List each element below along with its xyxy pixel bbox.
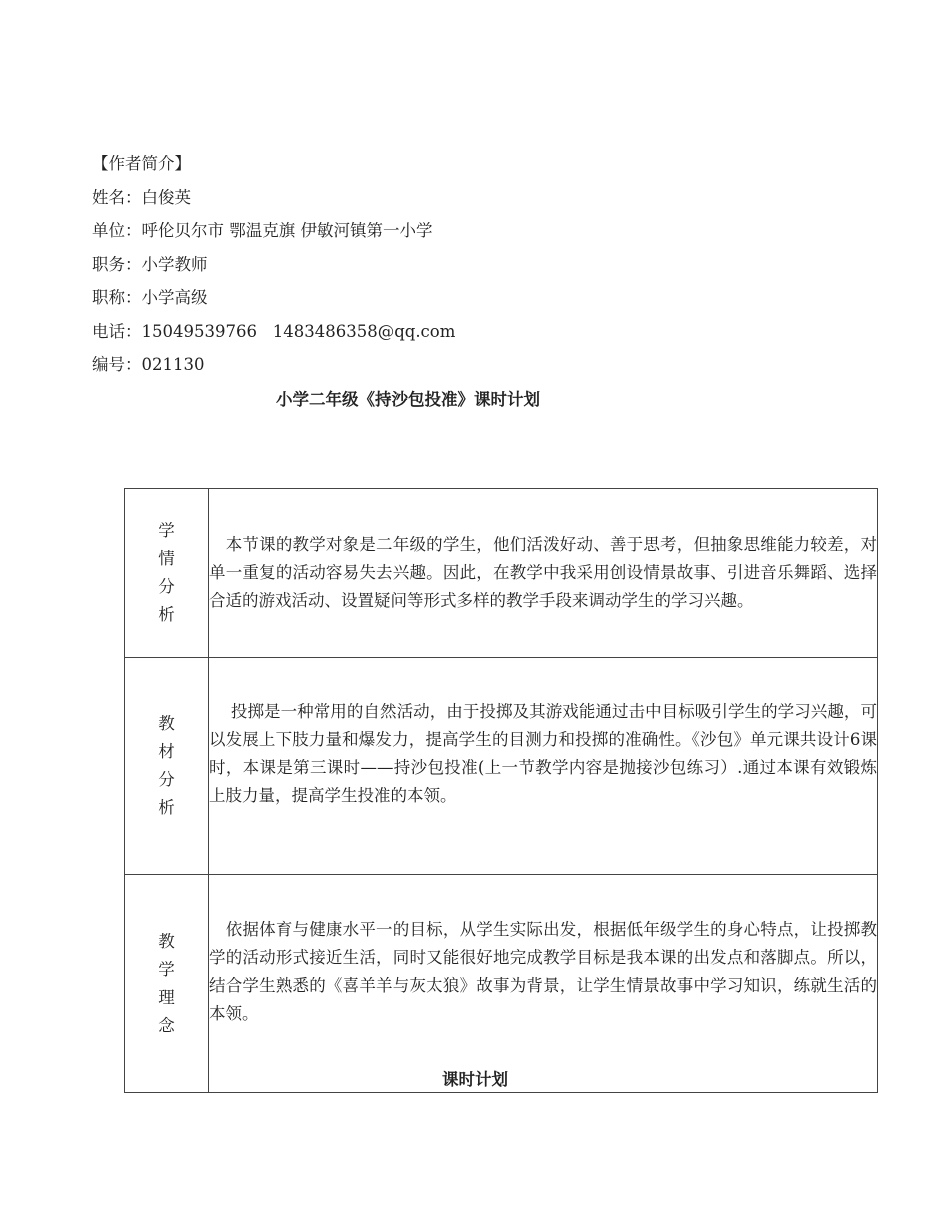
author-code: 编号：021130 [92,355,205,374]
document-title: 小学二年级《持沙包投准》课时计划 [276,390,540,409]
author-position: 职务：小学教师 [92,254,208,274]
row-label-teaching-philosophy [125,875,209,1093]
row-label-material-analysis [125,658,209,875]
table-row [125,658,878,875]
table-row [125,875,878,1093]
row-label-student-analysis [125,489,209,658]
row-content-material-analysis [209,658,878,875]
row-content-text: 依据体育与健康水平一的目标，从学生实际出发，根据低年级学生的身心特点，让投掷教学的活动形式接近生活，同时又能很好地完成教学目标是我本课的出发点和落脚点。所以，结合学生熟悉的《喜羊羊与灰太狼》故事为背景，让学生情景故事中学习知识，练就生活的本领。 [209,919,877,1023]
analysis-table [124,488,878,1093]
author-contact: 电话：15049539766 1483486358@qq.com [92,321,456,341]
author-unit: 单位：呼伦贝尔市 鄂温克旗 伊敏河镇第一小学 [92,221,433,240]
author-intro [92,150,455,385]
row-content-student-analysis [209,489,878,658]
row-label-text: 学情分析 [158,521,175,624]
author-intro-heading: 【作者简介】 [92,154,191,173]
row-label-text: 教学理念 [158,931,175,1035]
table-row [125,489,878,658]
row-content-text: 投掷是一种常用的自然活动，由于投掷及其游戏能通过击中目标吸引学生的学习兴趣，可以发展上下肢力量和爆发力，提高学生的目测力和投掷的准确性。《沙包》单元课共设计6课时，本课是第三课时——持沙包投准(上一节教学内容是抛接沙包练习）.通过本课有效锻炼上肢力量，提高学生投准的本领。 [209,702,877,805]
row-content-text: 本节课的教学对象是二年级的学生，他们活泼好动、善于思考，但抽象思维能力较差，对单一重复的活动容易失去兴趣。因此，在教学中我采用创设情景故事、引进音乐舞蹈、选择合适的游戏活动、设置疑问等形式多样的教学手段来调动学生的学习兴趣。 [209,535,877,610]
author-name: 姓名：白俊英 [92,187,191,207]
row-label-text: 教材分析 [158,714,175,817]
author-title: 职称：小学高级 [92,288,208,307]
section-title: 课时计划 [442,1070,508,1089]
row-content-teaching-philosophy [209,875,878,1093]
